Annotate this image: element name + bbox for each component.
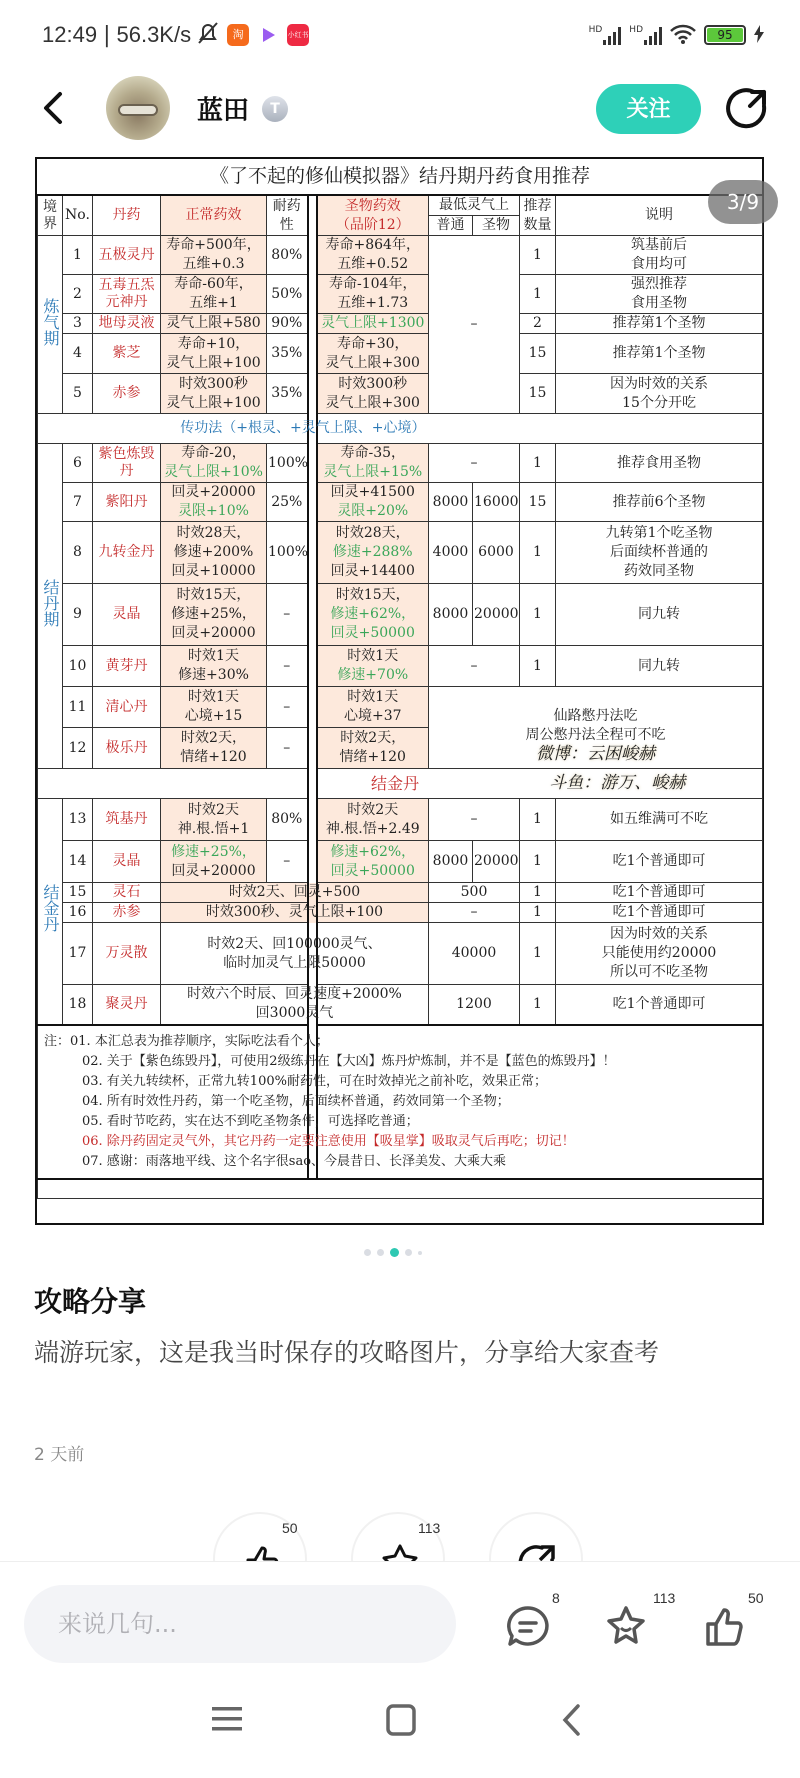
carousel-dot[interactable]: [418, 1251, 422, 1255]
header-shengwu: 圣物: [473, 216, 520, 236]
star-icon: [604, 1604, 648, 1648]
follow-button[interactable]: 关注: [596, 84, 701, 134]
recent-apps-button[interactable]: [212, 1704, 242, 1738]
table-row: 4 紫芝 寿命+10， 灵气上限+100 35% 寿命+30， 灵气上限+300 15 推荐第1个圣物: [38, 334, 763, 374]
signal-1-icon: HD: [589, 25, 622, 45]
header-dan: 丹药: [93, 195, 161, 236]
status-time: 12:49: [42, 22, 98, 47]
back-chevron-icon: [560, 1704, 584, 1736]
header-holy: 圣物药效 （品阶12）: [317, 195, 429, 236]
share-button[interactable]: [724, 86, 770, 132]
watermark-weibo: 微博：云困峻赫: [536, 744, 656, 764]
table-row: 5 赤参 时效300秒 灵气上限+100 35% 时效300秒 灵气上限+300 15 因为时效的关系 15个分开吃: [38, 374, 763, 414]
post-header: [0, 70, 800, 150]
header-desc: 说明: [556, 195, 763, 236]
table-row: 9 灵晶 时效15天， 修速+25%， 回灵+20000 – 时效15天， 修速+62%， 回灵+50000 8000 20000 1 同九转: [38, 584, 763, 646]
table-row: 10 黄芽丹 时效1天 修速+30% – 时效1天 修速+70% – 1 同九转: [38, 646, 763, 687]
status-bar: [0, 0, 800, 70]
table-row: 14 灵晶 修速+25%， 回灵+20000 – 修速+62%， 回灵+50000 8000 20000 1 吃1个普通即可: [38, 841, 763, 883]
notes: 注：01. 本汇总表为推荐顺序，实际吃法看个人； 02. 关于【紫色练毁丹】，可使用2级练丹在【大凶】炼丹炉炼制，并不是【蓝色的炼毁丹】！ 03. 有关九转续杯，正常九转100%耐药性，可在时效掉光之前补吃，效果正常； 04. 所有时效性丹药，第一个吃圣物，后面续杯普通，药效同第一个圣物； 05. 看时节吃药，实在达不到吃圣物条件，可选择吃普通； 06. 除丹药固定灵气外，其它丹药一定要注意使用【吸星掌】吸取灵气后再吃；切记！ 07. 感谢：雨落地平线、这个名字很sao、今晨昔日、长泽美发、大乘大乘: [38, 1025, 763, 1179]
thumbs-up-icon: [702, 1604, 746, 1648]
level-badge-icon: T: [262, 96, 288, 122]
system-back-button[interactable]: [560, 1704, 584, 1740]
signal-2-icon: HD: [629, 25, 662, 45]
comment-button[interactable]: [505, 1604, 551, 1652]
home-button[interactable]: [386, 1704, 416, 1740]
post-time: 2 天前: [34, 1445, 85, 1465]
guide-title: 《了不起的修仙模拟器》结丹期丹药食用推荐: [38, 159, 763, 195]
back-button[interactable]: [38, 88, 68, 128]
net-speed: 56.3K/s: [116, 22, 192, 47]
header-no: No.: [63, 195, 93, 236]
status-separator: |: [103, 22, 111, 48]
header-count: 推荐数量: [520, 195, 556, 236]
author-name[interactable]: 蓝田: [197, 96, 250, 126]
realm-lianqi: 炼气期: [38, 236, 63, 414]
menu-icon: [212, 1704, 242, 1734]
table-row: 7 紫阳丹 回灵+20000 灵限+10% 25% 回灵+41500 灵限+20% 8000 16000 15 推荐前6个圣物: [38, 483, 763, 522]
guide-table: [37, 159, 763, 1199]
carousel-dot[interactable]: [377, 1249, 384, 1256]
table-row: 17 万灵散 时效2天、回100000灵气、 临时加灵气上限50000 40000 1 因为时效的关系 只能使用约20000 所以可不吃圣物: [38, 923, 763, 985]
table-row: 18 聚灵丹 时效六个时辰、回灵速度+2000% 回3000灵气 1200 1 吃1个普通即可: [38, 985, 763, 1025]
favorite-button[interactable]: [604, 1604, 648, 1652]
header-normal: 正常药效: [161, 195, 267, 236]
watermark-douyu: 斗鱼：游万、峻赫: [549, 772, 686, 793]
table-row: 16 赤参 时效300秒、灵气上限+100 – 1 吃1个普通即可: [38, 903, 763, 923]
lianqi-min-qi: –: [429, 236, 520, 414]
carousel-dots[interactable]: [364, 1248, 422, 1257]
header-resist: 耐药性: [267, 195, 308, 236]
video-player-icon: [257, 24, 279, 46]
like-action-count: 50: [282, 1520, 298, 1536]
carousel-dot[interactable]: [364, 1249, 371, 1256]
header-putong: 普通: [429, 216, 473, 236]
header-min-qi: 最低灵气上: [429, 195, 520, 216]
carousel-dot-active[interactable]: [390, 1248, 399, 1257]
realm-jiejin: 结金丹: [38, 799, 63, 1025]
author-avatar[interactable]: [106, 76, 170, 140]
table-row: 12 极乐丹 时效2天， 情绪+120 – 时效2天， 情绪+120: [38, 728, 763, 769]
post-title: 攻略分享: [34, 1285, 147, 1318]
comment-count: 8: [552, 1590, 560, 1606]
section-jiejin: 结金丹 斗鱼：游万、峻赫: [38, 769, 763, 799]
xiaohongshu-icon: 小红书: [287, 24, 309, 46]
bottom-action-bar: [0, 1561, 800, 1671]
table-row: 结丹期 6 紫色炼毁丹 寿命-20， 灵气上限+10% 100% 寿命-35， 灵气上限+15% – 1 推荐食用圣物: [38, 444, 763, 483]
table-row: 2 五毒五炁元神丹 寿命-60年， 五维+1 50% 寿命-104年， 五维+1.73 1 强烈推荐 食用圣物: [38, 275, 763, 314]
table-row: 8 九转金丹 时效28天， 修速+200% 回灵+10000 100% 时效28天， 修速+288% 回灵+14400 4000 6000 1 九转第1个吃圣物 后面续杯普通的 药效同圣物: [38, 522, 763, 584]
like-count: 50: [748, 1590, 764, 1606]
realm-jiedan: 结丹期: [38, 444, 63, 769]
merged-note-11-12: 仙路憋丹法吃 周公憋丹法全程可不吃 微博：云困峻赫: [429, 687, 763, 769]
charging-icon: [754, 25, 764, 46]
favorite-action-count: 113: [418, 1520, 441, 1536]
taobao-icon: 淘: [227, 24, 249, 46]
section-chuangong: 传功法（+根灵、+灵气上限、+心境）: [38, 414, 763, 444]
page-indicator: 3/9: [708, 180, 778, 224]
mute-bell-icon: [197, 21, 219, 49]
table-row: 炼气期 1 五极灵丹 寿命+500年， 五维+0.3 80% 寿命+864年， 五维+0.52 – 1 筑基前后 食用均可: [38, 236, 763, 275]
comment-input[interactable]: [24, 1585, 456, 1663]
comment-icon: [505, 1604, 551, 1648]
like-button[interactable]: [702, 1604, 746, 1652]
table-row: 3 地母灵液 灵气上限+580 90% 灵气上限+1300 2 推荐第1个圣物: [38, 314, 763, 334]
table-row: 结金丹 13 筑基丹 时效2天 神.根.悟+1 80% 时效2天 神.根.悟+2.49 – 1 如五维满可不吃: [38, 799, 763, 841]
header-realm: 境界: [38, 195, 63, 236]
notes-row: [38, 1025, 763, 1179]
system-nav-bar: [0, 1672, 800, 1778]
table-row: 15 灵石 时效2天、回灵+500 500 1 吃1个普通即可: [38, 883, 763, 903]
battery-icon: 95: [704, 25, 746, 45]
wifi-icon: [670, 24, 696, 47]
guide-image[interactable]: [35, 157, 764, 1225]
favorite-count: 113: [653, 1590, 676, 1606]
table-row: 11 清心丹 时效1天 心境+15 – 时效1天 心境+37 仙路憋丹法吃 周公憋丹法全程可不吃 微博：云困峻赫: [38, 687, 763, 728]
post-body: 端游玩家，这是我当时保存的攻略图片，分享给大家查考: [34, 1338, 660, 1367]
home-square-icon: [386, 1704, 416, 1736]
carousel-dot[interactable]: [405, 1249, 412, 1256]
